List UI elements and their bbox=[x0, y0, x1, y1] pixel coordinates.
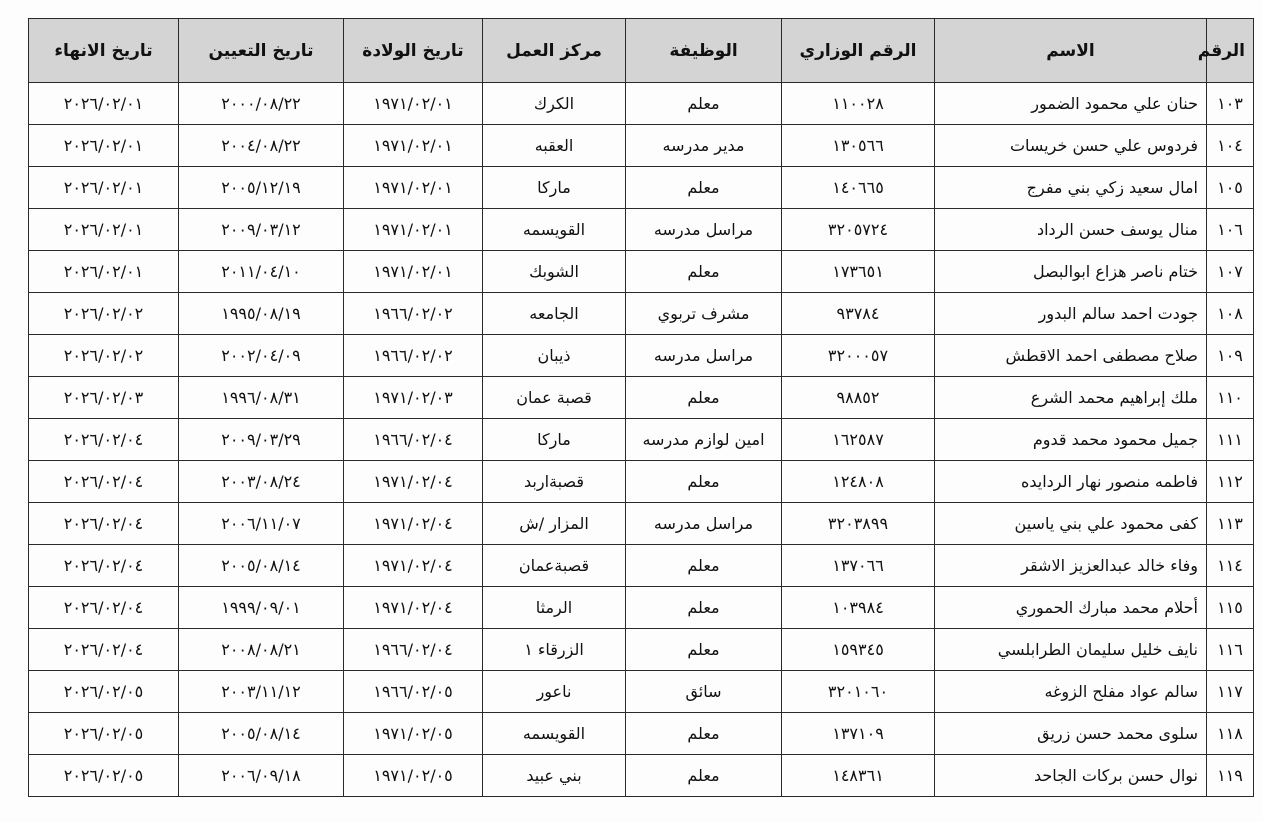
cell-end-date: ٢٠٢٦/٠٢/٠٤ bbox=[29, 419, 179, 461]
cell-work-center: الزرقاء ١ bbox=[483, 629, 626, 671]
cell-job: مدير مدرسه bbox=[626, 125, 782, 167]
cell-work-center: الرمثا bbox=[483, 587, 626, 629]
cell-birth-date: ١٩٦٦/٠٢/٠٢ bbox=[344, 293, 483, 335]
cell-work-center: ذيبان bbox=[483, 335, 626, 377]
cell-job: معلم bbox=[626, 251, 782, 293]
table-row bbox=[29, 293, 1254, 335]
cell-work-center: القويسمه bbox=[483, 713, 626, 755]
cell-name: فردوس علي حسن خريسات bbox=[935, 125, 1207, 167]
cell-job: معلم bbox=[626, 377, 782, 419]
cell-work-center: الجامعه bbox=[483, 293, 626, 335]
table-row bbox=[29, 545, 1254, 587]
cell-appointment-date: ٢٠٠٥/٠٨/١٤ bbox=[179, 545, 344, 587]
cell-birth-date: ١٩٧١/٠٢/٠٥ bbox=[344, 755, 483, 797]
cell-job: معلم bbox=[626, 83, 782, 125]
cell-num: ١٠٩ bbox=[1207, 335, 1254, 377]
cell-job: معلم bbox=[626, 629, 782, 671]
cell-birth-date: ١٩٧١/٠٢/٠١ bbox=[344, 167, 483, 209]
cell-end-date: ٢٠٢٦/٠٢/٠٢ bbox=[29, 335, 179, 377]
cell-name: نايف خليل سليمان الطرابلسي bbox=[935, 629, 1207, 671]
cell-appointment-date: ٢٠٠٥/٠٨/١٤ bbox=[179, 713, 344, 755]
header-ministry-id: الرقم الوزاري bbox=[782, 19, 935, 83]
cell-end-date: ٢٠٢٦/٠٢/٠٤ bbox=[29, 503, 179, 545]
cell-ministry-id: ٣٢٠٠٠٥٧ bbox=[782, 335, 935, 377]
cell-work-center: قصبةاربد bbox=[483, 461, 626, 503]
cell-num: ١٠٧ bbox=[1207, 251, 1254, 293]
cell-name: أحلام محمد مبارك الحموري bbox=[935, 587, 1207, 629]
cell-name: كفى محمود علي بني ياسين bbox=[935, 503, 1207, 545]
cell-end-date: ٢٠٢٦/٠٢/٠١ bbox=[29, 167, 179, 209]
cell-work-center: العقبه bbox=[483, 125, 626, 167]
table-row bbox=[29, 461, 1254, 503]
table-header-row bbox=[29, 19, 1254, 83]
cell-appointment-date: ٢٠١١/٠٤/١٠ bbox=[179, 251, 344, 293]
cell-birth-date: ١٩٦٦/٠٢/٠٢ bbox=[344, 335, 483, 377]
cell-birth-date: ١٩٧١/٠٢/٠٤ bbox=[344, 461, 483, 503]
cell-ministry-id: ١٣٧١٠٩ bbox=[782, 713, 935, 755]
cell-end-date: ٢٠٢٦/٠٢/٠٤ bbox=[29, 461, 179, 503]
table-row bbox=[29, 419, 1254, 461]
retirement-table bbox=[28, 18, 1254, 797]
cell-num: ١١٦ bbox=[1207, 629, 1254, 671]
cell-appointment-date: ١٩٩٩/٠٩/٠١ bbox=[179, 587, 344, 629]
table-row bbox=[29, 671, 1254, 713]
cell-birth-date: ١٩٧١/٠٢/٠٣ bbox=[344, 377, 483, 419]
table-row bbox=[29, 209, 1254, 251]
cell-job: معلم bbox=[626, 545, 782, 587]
header-end-date: تاريخ الانهاء bbox=[29, 19, 179, 83]
cell-appointment-date: ٢٠٠٥/١٢/١٩ bbox=[179, 167, 344, 209]
cell-work-center: القويسمه bbox=[483, 209, 626, 251]
cell-birth-date: ١٩٧١/٠٢/٠٤ bbox=[344, 545, 483, 587]
cell-birth-date: ١٩٦٦/٠٢/٠٥ bbox=[344, 671, 483, 713]
cell-birth-date: ١٩٧١/٠٢/٠١ bbox=[344, 251, 483, 293]
cell-birth-date: ١٩٦٦/٠٢/٠٤ bbox=[344, 629, 483, 671]
cell-work-center: المزار /ش bbox=[483, 503, 626, 545]
cell-job: امين لوازم مدرسه bbox=[626, 419, 782, 461]
header-job: الوظيفة bbox=[626, 19, 782, 83]
cell-num: ١١٧ bbox=[1207, 671, 1254, 713]
cell-num: ١٠٨ bbox=[1207, 293, 1254, 335]
cell-num: ١٠٣ bbox=[1207, 83, 1254, 125]
cell-num: ١١١ bbox=[1207, 419, 1254, 461]
cell-birth-date: ١٩٧١/٠٢/٠١ bbox=[344, 83, 483, 125]
cell-birth-date: ١٩٧١/٠٢/٠١ bbox=[344, 209, 483, 251]
cell-end-date: ٢٠٢٦/٠٢/٠٥ bbox=[29, 713, 179, 755]
table-row bbox=[29, 83, 1254, 125]
cell-name: سالم عواد مفلح الزوغه bbox=[935, 671, 1207, 713]
cell-birth-date: ١٩٦٦/٠٢/٠٤ bbox=[344, 419, 483, 461]
cell-appointment-date: ٢٠٠٣/٠٨/٢٤ bbox=[179, 461, 344, 503]
cell-name: منال يوسف حسن الرداد bbox=[935, 209, 1207, 251]
cell-ministry-id: ١٥٩٣٤٥ bbox=[782, 629, 935, 671]
cell-num: ١١٤ bbox=[1207, 545, 1254, 587]
cell-work-center: ماركا bbox=[483, 419, 626, 461]
cell-birth-date: ١٩٧١/٠٢/٠٥ bbox=[344, 713, 483, 755]
cell-num: ١١٩ bbox=[1207, 755, 1254, 797]
cell-name: وفاء خالد عبدالعزيز الاشقر bbox=[935, 545, 1207, 587]
cell-job: معلم bbox=[626, 587, 782, 629]
cell-end-date: ٢٠٢٦/٠٢/٠٣ bbox=[29, 377, 179, 419]
cell-job: معلم bbox=[626, 713, 782, 755]
cell-name: حنان علي محمود الضمور bbox=[935, 83, 1207, 125]
cell-end-date: ٢٠٢٦/٠٢/٠٢ bbox=[29, 293, 179, 335]
cell-appointment-date: ٢٠٠٩/٠٣/٢٩ bbox=[179, 419, 344, 461]
cell-ministry-id: ١٤٠٦٦٥ bbox=[782, 167, 935, 209]
header-appointment-date: تاريخ التعيين bbox=[179, 19, 344, 83]
cell-name: سلوى محمد حسن زريق bbox=[935, 713, 1207, 755]
cell-ministry-id: ١٠٣٩٨٤ bbox=[782, 587, 935, 629]
cell-end-date: ٢٠٢٦/٠٢/٠٥ bbox=[29, 755, 179, 797]
cell-ministry-id: ١٢٤٨٠٨ bbox=[782, 461, 935, 503]
cell-name: جميل محمود محمد قدوم bbox=[935, 419, 1207, 461]
cell-ministry-id: ٣٢٠٣٨٩٩ bbox=[782, 503, 935, 545]
cell-name: امال سعيد زكي بني مفرج bbox=[935, 167, 1207, 209]
cell-birth-date: ١٩٧١/٠٢/٠٤ bbox=[344, 503, 483, 545]
table-row bbox=[29, 251, 1254, 293]
table-row bbox=[29, 167, 1254, 209]
cell-ministry-id: ١٧٣٦٥١ bbox=[782, 251, 935, 293]
cell-work-center: قصبة عمان bbox=[483, 377, 626, 419]
cell-end-date: ٢٠٢٦/٠٢/٠٤ bbox=[29, 587, 179, 629]
header-work-center: مركز العمل bbox=[483, 19, 626, 83]
cell-end-date: ٢٠٢٦/٠٢/٠٤ bbox=[29, 545, 179, 587]
cell-job: مراسل مدرسه bbox=[626, 335, 782, 377]
cell-name: صلاح مصطفى احمد الاقطش bbox=[935, 335, 1207, 377]
cell-num: ١١٥ bbox=[1207, 587, 1254, 629]
cell-ministry-id: ٩٨٨٥٢ bbox=[782, 377, 935, 419]
cell-end-date: ٢٠٢٦/٠٢/٠٤ bbox=[29, 629, 179, 671]
cell-job: مشرف تربوي bbox=[626, 293, 782, 335]
cell-appointment-date: ٢٠٠٠/٠٨/٢٢ bbox=[179, 83, 344, 125]
header-birth-date: تاريخ الولادة bbox=[344, 19, 483, 83]
cell-work-center: ماركا bbox=[483, 167, 626, 209]
cell-name: ملك إبراهيم محمد الشرع bbox=[935, 377, 1207, 419]
cell-ministry-id: ٣٢٠٥٧٢٤ bbox=[782, 209, 935, 251]
cell-work-center: بني عبيد bbox=[483, 755, 626, 797]
cell-work-center: قصبةعمان bbox=[483, 545, 626, 587]
cell-name: ختام ناصر هزاع ابوالبصل bbox=[935, 251, 1207, 293]
cell-appointment-date: ٢٠٠٩/٠٣/١٢ bbox=[179, 209, 344, 251]
cell-job: معلم bbox=[626, 755, 782, 797]
cell-ministry-id: ١٣٠٥٦٦ bbox=[782, 125, 935, 167]
cell-end-date: ٢٠٢٦/٠٢/٠١ bbox=[29, 83, 179, 125]
cell-job: مراسل مدرسه bbox=[626, 209, 782, 251]
cell-end-date: ٢٠٢٦/٠٢/٠٥ bbox=[29, 671, 179, 713]
cell-ministry-id: ١١٠٠٢٨ bbox=[782, 83, 935, 125]
cell-ministry-id: ١٦٢٥٨٧ bbox=[782, 419, 935, 461]
cell-job: معلم bbox=[626, 167, 782, 209]
cell-appointment-date: ٢٠٠٨/٠٨/٢١ bbox=[179, 629, 344, 671]
cell-end-date: ٢٠٢٦/٠٢/٠١ bbox=[29, 125, 179, 167]
cell-job: مراسل مدرسه bbox=[626, 503, 782, 545]
header-name: الاسم bbox=[935, 19, 1207, 83]
cell-appointment-date: ٢٠٠٢/٠٤/٠٩ bbox=[179, 335, 344, 377]
cell-num: ١١٣ bbox=[1207, 503, 1254, 545]
cell-work-center: الشوبك bbox=[483, 251, 626, 293]
cell-name: جودت احمد سالم البدور bbox=[935, 293, 1207, 335]
cell-num: ١٠٤ bbox=[1207, 125, 1254, 167]
cell-work-center: ناعور bbox=[483, 671, 626, 713]
cell-num: ١٠٦ bbox=[1207, 209, 1254, 251]
header-num: الرقم bbox=[1207, 19, 1254, 83]
cell-ministry-id: ٩٣٧٨٤ bbox=[782, 293, 935, 335]
cell-name: فاطمه منصور نهار الردايده bbox=[935, 461, 1207, 503]
cell-num: ١١٨ bbox=[1207, 713, 1254, 755]
cell-ministry-id: ٣٢٠١٠٦٠ bbox=[782, 671, 935, 713]
cell-appointment-date: ١٩٩٦/٠٨/٣١ bbox=[179, 377, 344, 419]
cell-appointment-date: ٢٠٠٤/٠٨/٢٢ bbox=[179, 125, 344, 167]
cell-appointment-date: ١٩٩٥/٠٨/١٩ bbox=[179, 293, 344, 335]
cell-birth-date: ١٩٧١/٠٢/٠١ bbox=[344, 125, 483, 167]
cell-job: سائق bbox=[626, 671, 782, 713]
table-row bbox=[29, 587, 1254, 629]
table-row bbox=[29, 755, 1254, 797]
cell-appointment-date: ٢٠٠٦/١١/٠٧ bbox=[179, 503, 344, 545]
cell-end-date: ٢٠٢٦/٠٢/٠١ bbox=[29, 209, 179, 251]
table-row bbox=[29, 335, 1254, 377]
cell-name: نوال حسن بركات الجاحد bbox=[935, 755, 1207, 797]
cell-work-center: الكرك bbox=[483, 83, 626, 125]
table-row bbox=[29, 713, 1254, 755]
table-row bbox=[29, 503, 1254, 545]
cell-job: معلم bbox=[626, 461, 782, 503]
table-body bbox=[29, 83, 1254, 797]
cell-ministry-id: ١٣٧٠٦٦ bbox=[782, 545, 935, 587]
cell-end-date: ٢٠٢٦/٠٢/٠١ bbox=[29, 251, 179, 293]
cell-ministry-id: ١٤٨٣٦١ bbox=[782, 755, 935, 797]
cell-birth-date: ١٩٧١/٠٢/٠٤ bbox=[344, 587, 483, 629]
table-row bbox=[29, 629, 1254, 671]
cell-num: ١١٠ bbox=[1207, 377, 1254, 419]
table-row bbox=[29, 377, 1254, 419]
cell-num: ١٠٥ bbox=[1207, 167, 1254, 209]
table-row bbox=[29, 125, 1254, 167]
cell-appointment-date: ٢٠٠٣/١١/١٢ bbox=[179, 671, 344, 713]
cell-num: ١١٢ bbox=[1207, 461, 1254, 503]
cell-appointment-date: ٢٠٠٦/٠٩/١٨ bbox=[179, 755, 344, 797]
